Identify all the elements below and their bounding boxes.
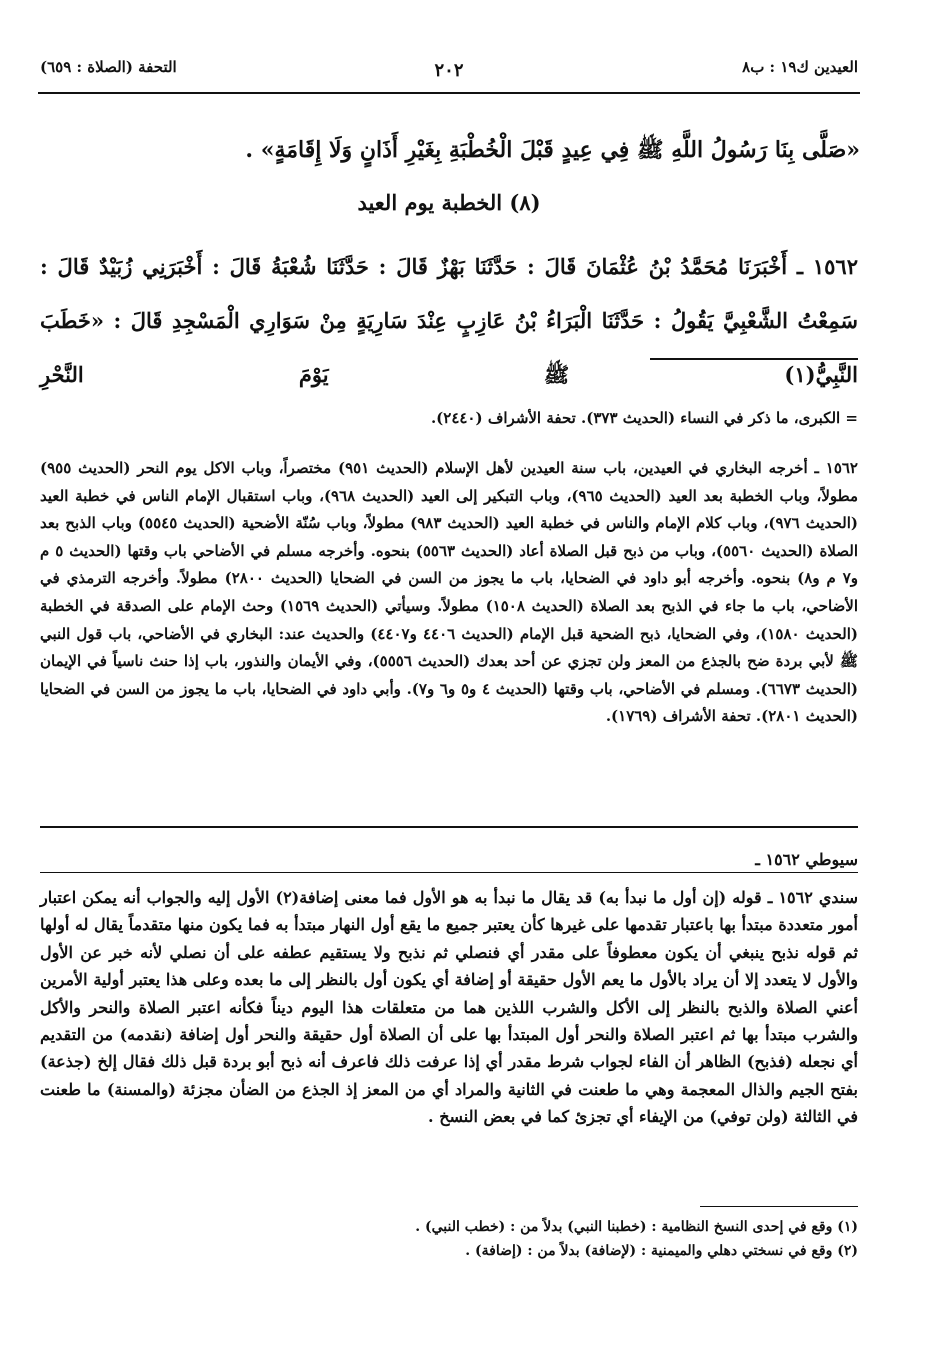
header-chapter-ref: العيدين ك١٩ : ب٨ [742,58,858,76]
hadith-text: ١٥٦٢ ـ أَخْبَرَنَا مُحَمَّدُ بْنُ عُثْمَانَ قَالَ : حَدَّثَنَا بَهْزٌ قَالَ : حَدَّثَنَا شُعْبَةُ قَالَ : أَخْبَرَنِي زُبَيْدٌ قَالَ : سَمِعْتُ الشَّعْبِيَّ يَقُولُ : حَدَّثَنَا الْبَرَاءُ بْنُ عَازِبٍ عِنْدَ سَارِيَةٍ مِنْ سَوَارِي الْمَسْجِدِ قَالَ : «خَطَبَ النَّبِيُّ(١) ﷺ يَوْمَ النَّحْرِ [40,254,858,387]
hadith-continuation: «صَلَّى بِنَا رَسُولُ اللَّهِ ﷺ فِي عِيدٍ قَبْلَ الْخُطْبَةِ بِغَيْرِ أَذَانٍ وَلَا إِقَامَةٍ» . [245,137,860,163]
chapter-title: (٨) الخطبة يوم العيد [357,190,541,215]
commentary-divider [40,826,858,828]
page-number: ٢٠٢ [434,60,464,81]
bottom-footnotes [40,1215,858,1263]
suyuti-divider [40,872,858,873]
suyuti-commentary-label: سيوطي ١٥٦٢ ـ [755,850,858,869]
continued-footnote: = الكبرى، ما ذكر في النساء (الحديث ٣٧٣). تحفة الأشراف (٢٤٤٠). [430,409,858,427]
header-divider [38,92,860,94]
takhrij-footnote: ١٥٦٢ ـ أخرجه البخاري في العيدين، باب سنة العيدين لأهل الإسلام (الحديث ٩٥١) مختصراً، وباب الاكل يوم النحر (الحديث ٩٥٥) مطولاً، وباب الخطبة بعد العيد (الحديث ٩٦٥)، وباب التبكير إلى العيد (الحديث ٩٦٨)، وباب استقبال الإمام الناس في خطبة العيد (الحديث ٩٧٦)، وباب كلام الإمام والناس في خطبة العيد (الحديث ٩٨٣) مطولاً، وباب سُنّة الأضحية (الحديث ٥٥٤٥) وباب الذبح بعد الصلاة (الحديث ٥٥٦٠)، وباب من ذبح قبل الصلاة أعاد (الحديث ٥٥٦٣) بنحوه. وأخرجه مسلم في الأضاحي باب وقتها (الحديث ٥ م و٧ م و٨) بنحوه. وأخرجه أبو داود في الضحايا، باب ما يجوز من السن في الضحايا (الحديث ٢٨٠٠) مطولاً. وأخرجه الترمذي في الأضاحي، باب ما جاء في الذبح بعد الصلاة (الحديث ١٥٠٨) مطولاً. وسيأتي (الحديث ١٥٦٩) وحث الإمام على الصدقة في الخطبة (الحديث ١٥٨٠)، وفي الضحايا، ذبح الضحية قبل الإمام (الحديث ٤٤٠٦ و٤٤٠٧) والحديث عند: البخاري في الأضاحي، باب قول النبي ﷺ لأبي بردة ضح بالجذع من المعز ولن تجزي عن أحد بعدك (الحديث ٥٥٥٦)، وفي الأيمان والنذور، باب إذا حنث ناسياً في الإيمان (الحديث ٦٦٧٣). ومسلم في الأضاحي، باب وقتها (الحديث ٤ و٥ و٦ و٧). وأبي داود في الضحايا، باب ما يجوز من السن في الضحايا (الحديث ٢٨٠١). تحفة الأشراف (١٧٦٩). [40,459,859,726]
page-header [40,58,858,88]
footnote-2: (٢) وقع في نسختي دهلي والميمنية : (لإضافة) بدلاً من : (إضافة) . [465,1243,858,1259]
header-tuhfa-ref: التحفة (الصلاة : ٦٥٩) [40,58,177,76]
footnotes-divider [700,1206,858,1207]
text-end-divider [650,358,858,360]
footnote-1: (١) وقع في إحدى النسخ النظامية : (خطبنا النبي) بدلاً من : (خطب النبي) . [415,1219,858,1235]
sindi-commentary: سندي ١٥٦٢ ـ قوله (إن أول ما نبدأ به) قد يقال ما نبدأ به هو الأول فما معنى إضافة(٢) الأول إليه والجواب أنه يمكن اعتبار أمور متعددة مبتدأ بها باعتبار تقدمها على غيرها كأن يعتبر جميع ما يقع أول النهار مبتدأ به فما يكون منها متقدماً يقال له أولها ثم قوله نذبح ينبغي أن يكون معطوفاً على مقدر أي فنصلي ثم نذبح ولا يستقيم عطفه على أن نصلي لأنه خبر عن الأول والأول لا يتعدد إلا أن يراد بالأول ما يعم الأول حقيقة أو إضافة أي يكون أول بالنظر إلى ما بعده وعلى هذا يعتبر أولية الأمرين أعني الصلاة والذبح بالنظر إلى الأكل والشرب اللذين هما من متعلقات هذا اليوم ديناً فكأنه اعتبر الصلاة والنحر والأكل والشرب مبتدأ بها ثم اعتبر الصلاة والنحر أول المبتدأ بها على أن الصلاة أول حقيقة والنحر أول إضافة (نقدمه) من التقديم أي نجعله (فذبح) الظاهر أن الفاء لجواب شرط مقدر أي إذا عرفت ذلك فاعرف أنه ذبح أبو بردة قبل ذلك فقال إلخ (جذعة) بفتح الجيم والذال المعجمة وهي ما طعنت في الثانية والمراد أي من المعز إذ الجذع من الضأن مجزئة (والمسنة) ما طعنت في الثالثة (ولن توفي) من الإيفاء أي تجزئ كما في بعض النسخ . [40,888,859,1127]
